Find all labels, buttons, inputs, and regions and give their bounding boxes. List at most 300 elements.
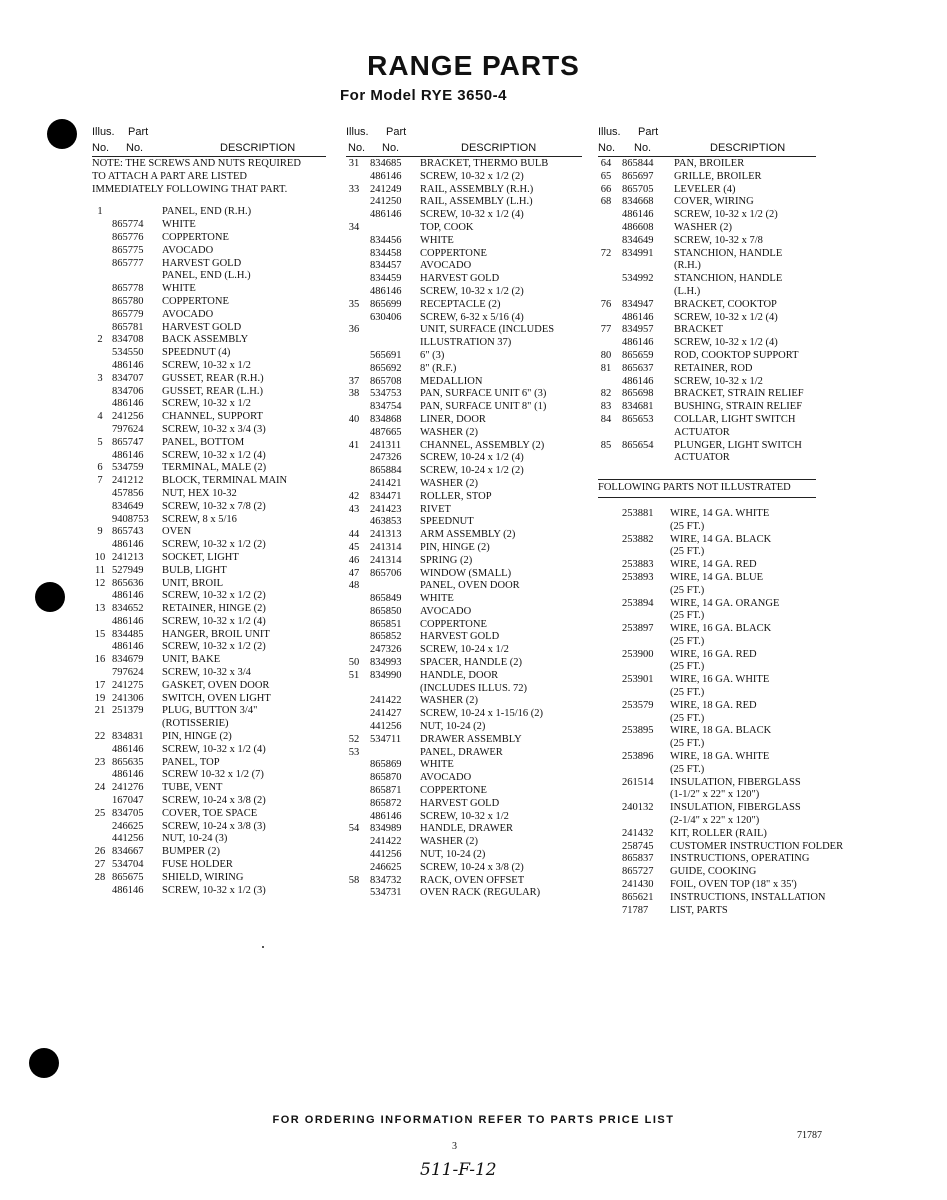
part-description: SCREW, 10-24 x 3/8 (2): [420, 861, 524, 873]
part-row: [346, 465, 582, 478]
part-description: SCREW, 10-24 x 1/2 (2): [420, 465, 524, 477]
part-number: 258745: [622, 840, 654, 852]
part-number: 834668: [622, 196, 654, 208]
part-number: 865675: [112, 871, 144, 883]
part-row: [346, 312, 582, 325]
part-description: 8" (R.F.): [420, 362, 457, 374]
part-row: [598, 546, 816, 559]
part-description: SCREW, 10-32 x 7/8: [674, 234, 763, 246]
part-description: (25 FT.): [670, 520, 705, 532]
illus-number: 4: [97, 411, 103, 423]
part-number: 834485: [112, 628, 144, 640]
illus-number: 27: [94, 859, 106, 871]
part-row: [598, 713, 816, 726]
part-number: 534711: [370, 733, 402, 745]
part-row: [346, 337, 582, 350]
part-description: SCREW, 10-32 x 1/2 (4): [674, 337, 778, 349]
part-number: 834685: [370, 158, 402, 169]
part-number: 486146: [370, 209, 402, 221]
part-row: [346, 452, 582, 465]
part-number: 834681: [622, 401, 654, 413]
part-number: 246625: [112, 820, 144, 832]
part-description: GASKET, OVEN DOOR: [162, 679, 270, 691]
part-row: [598, 585, 816, 598]
part-row: [92, 872, 326, 885]
illus-number: 22: [94, 731, 106, 743]
header-part-no: No.: [382, 142, 400, 154]
part-row: [346, 478, 582, 491]
part-row: [92, 411, 326, 424]
part-description: PANEL, BOTTOM: [162, 436, 245, 448]
part-row: [598, 337, 816, 350]
part-description: TUBE, VENT: [162, 782, 223, 794]
part-number: 834990: [370, 669, 402, 681]
illus-number: 40: [348, 413, 360, 425]
part-number: 241275: [112, 679, 144, 691]
part-number: 261514: [622, 776, 654, 788]
part-row: [346, 209, 582, 222]
part-row: [346, 542, 582, 555]
part-row: [598, 235, 816, 248]
part-description: COPPERTONE: [420, 785, 487, 797]
part-description: CUSTOMER INSTRUCTION FOLDER: [670, 840, 844, 852]
part-description: KIT, ROLLER (RAIL): [670, 827, 767, 839]
part-row: [598, 209, 816, 222]
ordering-footer: FOR ORDERING INFORMATION REFER TO PARTS PRICE LIST: [272, 1114, 675, 1126]
illus-number: 82: [600, 388, 612, 400]
part-description: WIRE, 14 GA. ORANGE: [670, 597, 780, 609]
part-row: [346, 619, 582, 632]
illus-number: 50: [348, 657, 360, 669]
part-description: HARVEST GOLD: [162, 257, 242, 269]
part-number: 9408753: [112, 513, 149, 525]
part-row: [346, 504, 582, 517]
part-number: 486146: [112, 359, 144, 371]
part-description: SOCKET, LIGHT: [162, 551, 239, 563]
part-description: (25 FT.): [670, 661, 705, 673]
part-row: [346, 171, 582, 184]
part-row: [598, 350, 816, 363]
part-description: STANCHION, HANDLE: [674, 247, 783, 259]
part-row: [598, 700, 816, 713]
part-row: [598, 598, 816, 611]
form-number: 71787: [797, 1130, 822, 1141]
note-line: TO ATTACH A PART ARE LISTED: [92, 170, 247, 182]
part-description: PAN, BROILER: [674, 158, 745, 169]
part-number: 834989: [370, 823, 402, 835]
part-description: LEVELER (4): [674, 183, 736, 195]
part-number: 486146: [622, 375, 654, 387]
part-description: SCREW, 10-32 x 7/8 (2): [162, 500, 266, 512]
part-description: (25 FT.): [670, 610, 705, 622]
part-row: [92, 795, 326, 808]
part-number: 865697: [622, 170, 654, 182]
part-row: [92, 514, 326, 527]
part-description: HARVEST GOLD: [162, 321, 242, 333]
illus-number: 81: [600, 362, 612, 374]
part-number: 441256: [370, 721, 402, 733]
part-number: 834667: [112, 846, 144, 858]
part-row: [92, 360, 326, 373]
part-row: [598, 623, 816, 636]
illus-number: 10: [94, 551, 106, 563]
part-description: PANEL, END (R.H.): [162, 206, 252, 218]
part-row: [598, 414, 816, 427]
part-number: 834993: [370, 657, 402, 669]
part-number: 865775: [112, 244, 144, 256]
part-description: SCREW, 10-32 x 3/4: [162, 667, 251, 679]
part-row: [346, 747, 582, 760]
part-number: 865780: [112, 295, 144, 307]
part-number: 241314: [370, 554, 402, 566]
part-row: [92, 501, 326, 514]
part-description: SCREW, 10-32 x 1/2 (4): [420, 209, 524, 221]
part-row: [92, 309, 326, 322]
header-part: Part: [386, 126, 407, 138]
part-number: 441256: [112, 833, 144, 845]
header-rule: [598, 156, 816, 157]
part-number: 865777: [112, 257, 144, 269]
part-description: SCREW, 10-32 x 1/2 (4): [162, 449, 266, 461]
part-description: COPPERTONE: [420, 247, 487, 259]
part-number: 253901: [622, 674, 654, 686]
part-description: BULB, LIGHT: [162, 564, 227, 576]
part-description: WIRE, 16 GA. WHITE: [670, 674, 770, 686]
part-number: 486146: [370, 285, 402, 297]
illus-number: 12: [94, 577, 106, 589]
part-row: [598, 751, 816, 764]
illus-number: 52: [348, 733, 360, 745]
part-row: [598, 572, 816, 585]
part-row: [346, 529, 582, 542]
part-description: WINDOW (SMALL): [420, 567, 512, 579]
illus-number: 72: [600, 247, 612, 259]
part-description: 6" (3): [420, 349, 445, 361]
part-number: 241432: [622, 827, 654, 839]
part-description: WIRE, 14 GA. WHITE: [670, 507, 770, 519]
part-number: 834947: [622, 298, 654, 310]
part-row: [598, 636, 816, 649]
illus-number: 44: [348, 529, 360, 541]
part-row: [346, 376, 582, 389]
part-number: 865870: [370, 772, 402, 784]
part-row: [92, 437, 326, 450]
part-row: [346, 427, 582, 440]
part-description: LINER, DOOR: [420, 413, 486, 425]
part-number: 865621: [622, 891, 654, 903]
part-description: WIRE, 18 GA. RED: [670, 699, 757, 711]
part-description: RAIL, ASSEMBLY (R.H.): [420, 183, 534, 195]
illus-number: 19: [94, 692, 106, 704]
part-description: SCREW, 10-24 x 3/8 (2): [162, 795, 266, 807]
part-number: 71787: [622, 904, 649, 916]
part-number: 486608: [622, 221, 654, 233]
part-description: HANDLE, DRAWER: [420, 823, 514, 835]
part-number: 247326: [370, 452, 402, 464]
part-description: ROLLER, STOP: [420, 490, 492, 502]
part-description: PLUG, BUTTON 3/4": [162, 705, 258, 717]
part-description: SCREW, 10-32 x 1/2 (2): [162, 641, 266, 653]
part-number: 246625: [370, 861, 402, 873]
part-description: UNIT, SURFACE (INCLUDES: [420, 324, 555, 336]
part-row: [598, 661, 816, 674]
part-number: 253897: [622, 623, 654, 635]
part-row: [92, 859, 326, 872]
header-part-no: No.: [634, 142, 652, 154]
part-row: [92, 833, 326, 846]
model-subtitle: For Model RYE 3650-4: [340, 87, 507, 104]
part-description: CHANNEL, SUPPORT: [162, 411, 263, 423]
note-line: IMMEDIATELY FOLLOWING THAT PART.: [92, 183, 288, 195]
part-description: NUT, 10-24 (2): [420, 849, 486, 861]
part-row: [92, 334, 326, 347]
part-description: SCREW, 10-32 x 1/2 (2): [420, 170, 524, 182]
part-row: [598, 815, 816, 828]
part-row: [346, 324, 582, 337]
part-description: WIRE, 18 GA. BLACK: [670, 725, 772, 737]
part-row: [598, 521, 816, 534]
part-number: 865637: [622, 362, 654, 374]
part-row: [92, 821, 326, 834]
part-row: [346, 414, 582, 427]
part-description: (25 FT.): [670, 763, 705, 775]
part-description: WIRE, 16 GA. BLACK: [670, 623, 772, 635]
illus-number: 36: [348, 324, 360, 336]
part-row: [346, 286, 582, 299]
part-number: 241427: [370, 708, 402, 720]
part-number: 486146: [112, 539, 144, 551]
part-description: NUT, HEX 10-32: [162, 487, 237, 499]
part-row: [598, 299, 816, 312]
part-description: SCREW, 10-32 x 1/2 (4): [162, 615, 266, 627]
part-description: SCREW, 10-32 x 1/2: [674, 375, 763, 387]
part-number: 241422: [370, 695, 402, 707]
part-row: [92, 450, 326, 463]
part-row: [346, 721, 582, 734]
part-row: [598, 388, 816, 401]
part-description: (1-1/2" x 22" x 120"): [670, 789, 760, 801]
illus-number: 24: [94, 782, 106, 794]
part-description: INSTRUCTIONS, INSTALLATION: [670, 891, 826, 903]
header-description: DESCRIPTION: [220, 142, 296, 154]
part-number: 834649: [622, 234, 654, 246]
part-number: 486146: [370, 810, 402, 822]
part-description: SCREW, 10-24 x 1-15/16 (2): [420, 708, 543, 720]
illus-number: 41: [348, 439, 360, 451]
part-description: SPEEDNUT: [420, 516, 474, 528]
part-description: PLUNGER, LIGHT SWITCH: [674, 439, 802, 451]
part-row: [598, 222, 816, 235]
section-rule: [598, 497, 816, 498]
part-description: (25 FT.): [670, 687, 705, 699]
part-row: [92, 846, 326, 859]
part-number: 534704: [112, 859, 144, 871]
part-description: WHITE: [420, 759, 454, 771]
part-description: BRACKET: [674, 324, 724, 336]
part-description: SCREW, 10-32 x 1/2 (2): [162, 539, 266, 551]
part-row: [598, 312, 816, 325]
part-description: ACTUATOR: [674, 426, 730, 438]
part-number: 527949: [112, 564, 144, 576]
page-number: 3: [452, 1141, 457, 1152]
header-illus: Illus.: [92, 126, 115, 138]
part-number: 834457: [370, 260, 402, 272]
illus-number: 68: [600, 196, 612, 208]
part-number: 865844: [622, 158, 654, 169]
header-description: DESCRIPTION: [461, 142, 537, 154]
part-row: [346, 849, 582, 862]
part-row: [92, 462, 326, 475]
part-description: SCREW, 10-32 x 1/2 (3): [162, 884, 266, 896]
illus-number: 7: [97, 475, 103, 487]
part-description: AVOCADO: [162, 244, 214, 256]
part-row: [346, 644, 582, 657]
part-number: 834649: [112, 500, 144, 512]
part-number: 865743: [112, 526, 144, 538]
part-row: [598, 248, 816, 261]
part-row: [346, 516, 582, 529]
part-row: [598, 184, 816, 197]
part-row: [346, 401, 582, 414]
part-row: [92, 398, 326, 411]
part-row: [92, 539, 326, 552]
part-description: SHIELD, WIRING: [162, 871, 244, 883]
part-row: [346, 606, 582, 619]
part-description: RACK, OVEN OFFSET: [420, 874, 525, 886]
part-number: 865653: [622, 413, 654, 425]
header-description: DESCRIPTION: [710, 142, 786, 154]
part-number: 865706: [370, 567, 402, 579]
part-row: [598, 273, 816, 286]
part-description: SCREW, 10-32 x 1/2: [162, 359, 251, 371]
part-row: [92, 424, 326, 437]
part-row: [92, 808, 326, 821]
part-row: [92, 283, 326, 296]
part-description: SCREW, 10-32 x 1/2: [420, 810, 509, 822]
part-description: HARVEST GOLD: [420, 273, 500, 285]
part-number: 487665: [370, 426, 402, 438]
part-number: 486146: [112, 449, 144, 461]
part-description: (25 FT.): [670, 584, 705, 596]
part-description: (INCLUDES ILLUS. 72): [420, 682, 528, 694]
part-number: 834456: [370, 234, 402, 246]
part-description: DRAWER ASSEMBLY: [420, 733, 522, 745]
part-number: 240132: [622, 802, 654, 814]
part-row: [92, 296, 326, 309]
part-number: 834868: [370, 413, 402, 425]
part-number: 253883: [622, 559, 654, 571]
part-row: [92, 219, 326, 232]
binder-hole-bottom: [29, 1048, 59, 1078]
illus-number: 15: [94, 628, 106, 640]
part-description: OVEN RACK (REGULAR): [420, 887, 541, 899]
illus-number: 2: [97, 334, 103, 346]
part-number: 865851: [370, 618, 402, 630]
part-description: AVOCADO: [420, 260, 472, 272]
illus-number: 80: [600, 349, 612, 361]
part-row: [346, 631, 582, 644]
part-description: COPPERTONE: [420, 618, 487, 630]
illus-number: 65: [600, 170, 612, 182]
part-description: FOIL, OVEN TOP (18" x 35'): [670, 879, 797, 891]
header-illus: Illus.: [346, 126, 369, 138]
part-description: MEDALLION: [420, 375, 483, 387]
illus-number: 76: [600, 298, 612, 310]
part-number: 865849: [370, 593, 402, 605]
part-number: 865705: [622, 183, 654, 195]
part-number: 865636: [112, 577, 144, 589]
part-description: AVOCADO: [420, 772, 472, 784]
part-number: 865774: [112, 219, 144, 231]
part-description: SCREW, 8 x 5/16: [162, 513, 237, 525]
part-description: (25 FT.): [670, 712, 705, 724]
part-row: [598, 866, 816, 879]
part-number: 834707: [112, 372, 144, 384]
part-row: [92, 731, 326, 744]
part-row: [598, 891, 826, 905]
part-number: 865837: [622, 853, 654, 865]
header-rule: [92, 156, 326, 157]
part-row: [346, 440, 582, 453]
part-number: 834991: [622, 247, 654, 259]
part-description: WIRE, 14 GA. BLACK: [670, 533, 772, 545]
part-description: ARM ASSEMBLY (2): [420, 529, 516, 541]
header-part: Part: [128, 126, 149, 138]
part-description: (ROTISSERIE): [162, 718, 229, 730]
part-row: [346, 555, 582, 568]
part-number: 241306: [112, 692, 144, 704]
illus-number: 33: [348, 183, 360, 195]
part-row: [346, 657, 582, 670]
part-description: WHITE: [420, 234, 454, 246]
part-description: PANEL, END (L.H.): [162, 270, 251, 282]
part-description: WIRE, 14 GA. RED: [670, 559, 757, 571]
part-row: [598, 401, 816, 414]
part-row: [598, 853, 816, 866]
parts-column-1: [92, 126, 326, 897]
header-illus: Illus.: [598, 126, 621, 138]
illus-number: 54: [348, 823, 360, 835]
part-number: 865699: [370, 298, 402, 310]
illus-number: 83: [600, 401, 612, 413]
part-description: (2-1/4" x 22" x 120"): [670, 815, 760, 827]
part-description: PIN, HINGE (2): [420, 541, 490, 553]
part-row: [598, 777, 816, 790]
illus-number: 42: [348, 490, 360, 502]
part-number: 241276: [112, 782, 144, 794]
part-row: [346, 184, 582, 197]
part-number: 241313: [370, 529, 402, 541]
part-description: BUSHING, STRAIN RELIEF: [674, 401, 803, 413]
part-row: [92, 616, 326, 629]
illus-number: 1: [97, 206, 103, 218]
part-row: [92, 475, 326, 488]
header-illus-no: No.: [598, 142, 616, 154]
part-description: RECEPTACLE (2): [420, 298, 501, 310]
part-description: BACK ASSEMBLY: [162, 334, 249, 346]
part-description: SCREW, 10-32 x 3/4 (3): [162, 423, 266, 435]
part-description: SCREW, 6-32 x 5/16 (4): [420, 311, 524, 323]
illus-number: 16: [94, 654, 106, 666]
part-number: 865778: [112, 283, 144, 295]
part-number: 486146: [112, 398, 144, 410]
part-row: [346, 759, 582, 772]
part-number: 865852: [370, 631, 402, 643]
part-row: [598, 171, 816, 184]
part-number: 241213: [112, 551, 144, 563]
part-row: [598, 738, 816, 751]
part-description: (25 FT.): [670, 738, 705, 750]
